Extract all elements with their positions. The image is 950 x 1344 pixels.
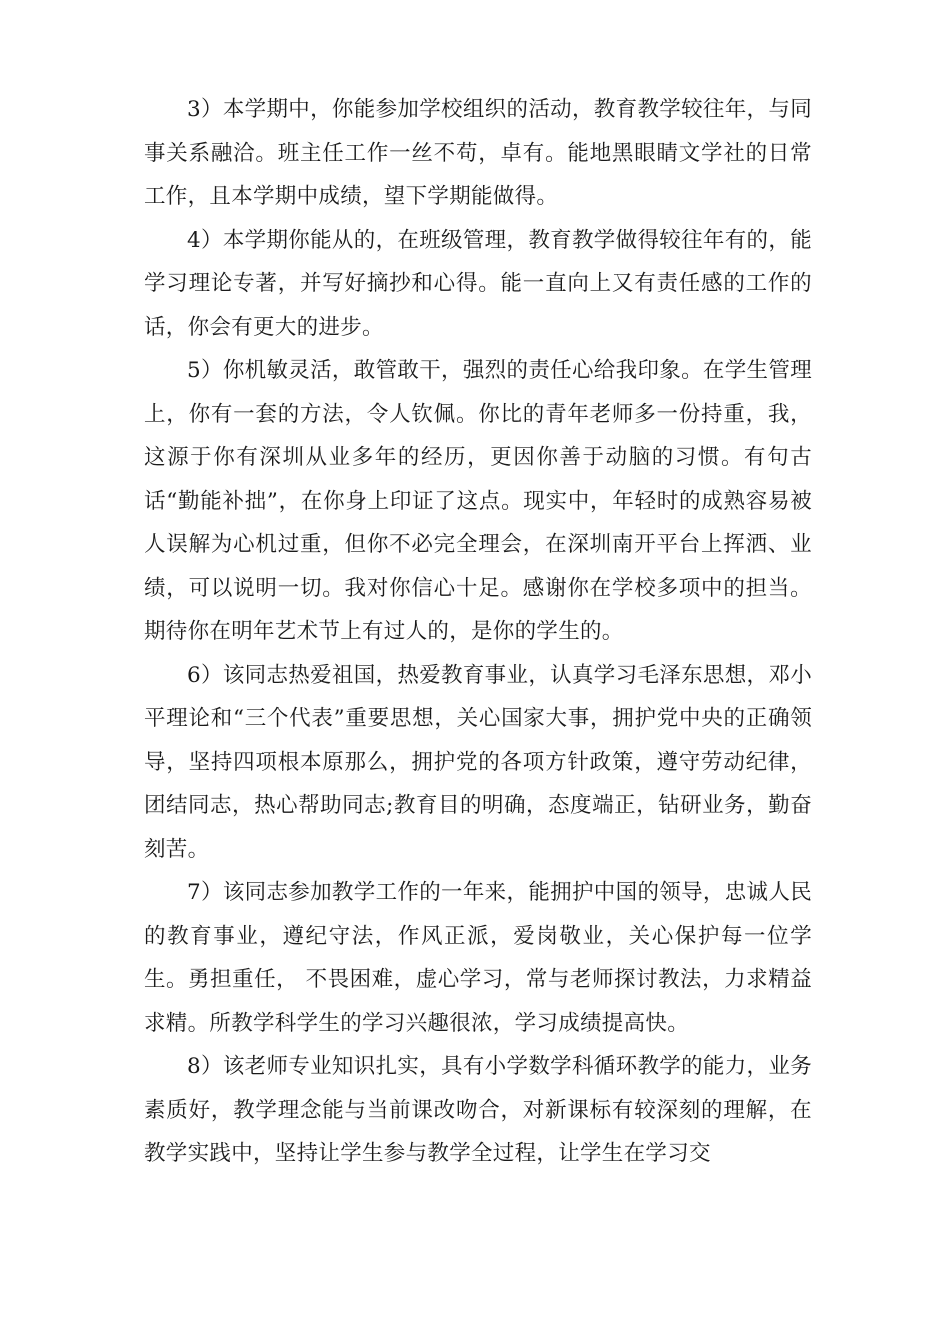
paragraph-5: 5）你机敏灵活，敢管敢干，强烈的责任心给我印象。在学生管理上，你有一套的方法，令人钦佩。你比的青年老师多一份持重，我，这源于你有深圳从业多年的经历，更因你善于动脑的习惯。有句古话“勤能补拙”，在你身上印证了这点。现实中，年轻时的成熟容易被人误解为心机过重，但你不必完全理会，在深圳南开平台上挥洒、业绩，可以说明一切。我对你信心十足。感谢你在学校多项中的担当。期待你在明年艺术节上有过人的，是你的学生的。 [144, 358, 812, 644]
paragraph-6: 6）该同志热爱祖国，热爱教育事业，认真学习毛泽东思想，邓小平理论和“三个代表”重要思想，关心国家大事，拥护党中央的正确领导，坚持四项根本原那么，拥护党的各项方针政策，遵守劳动纪律，团结同志，热心帮助同志;教育目的明确，态度端正，钻研业务，勤奋刻苦。 [144, 662, 812, 862]
paragraph-4: 4）本学期你能从的，在班级管理，教育教学做得较往年有的，能学习理论专著，并写好摘抄和心得。能一直向上又有责任感的工作的话，你会有更大的进步。 [144, 227, 812, 340]
paragraph-8: 8）该老师专业知识扎实，具有小学数学科循环教学的能力，业务素质好，教学理念能与当前课改吻合，对新课标有较深刻的理解，在教学实践中，坚持让学生参与教学全过程，让学生在学习交 [144, 1054, 812, 1166]
document-body [144, 88, 812, 1176]
paragraph-3: 3）本学期中，你能参加学校组织的活动，教育教学较往年，与同事关系融洽。班主任工作一丝不苟，卓有。能地黑眼睛文学社的日常工作，且本学期中成绩，望下学期能做得。 [144, 97, 812, 209]
paragraph-7: 7）该同志参加教学工作的一年来，能拥护中国的领导，忠诚人民的教育事业，遵纪守法，作风正派，爱岗敬业，关心保护每一位学生。勇担重任， 不畏困难，虚心学习，常与老师探讨教法，力求精益求精。所教学科学生的学习兴趣很浓，学习成绩提高快。 [144, 880, 812, 1036]
